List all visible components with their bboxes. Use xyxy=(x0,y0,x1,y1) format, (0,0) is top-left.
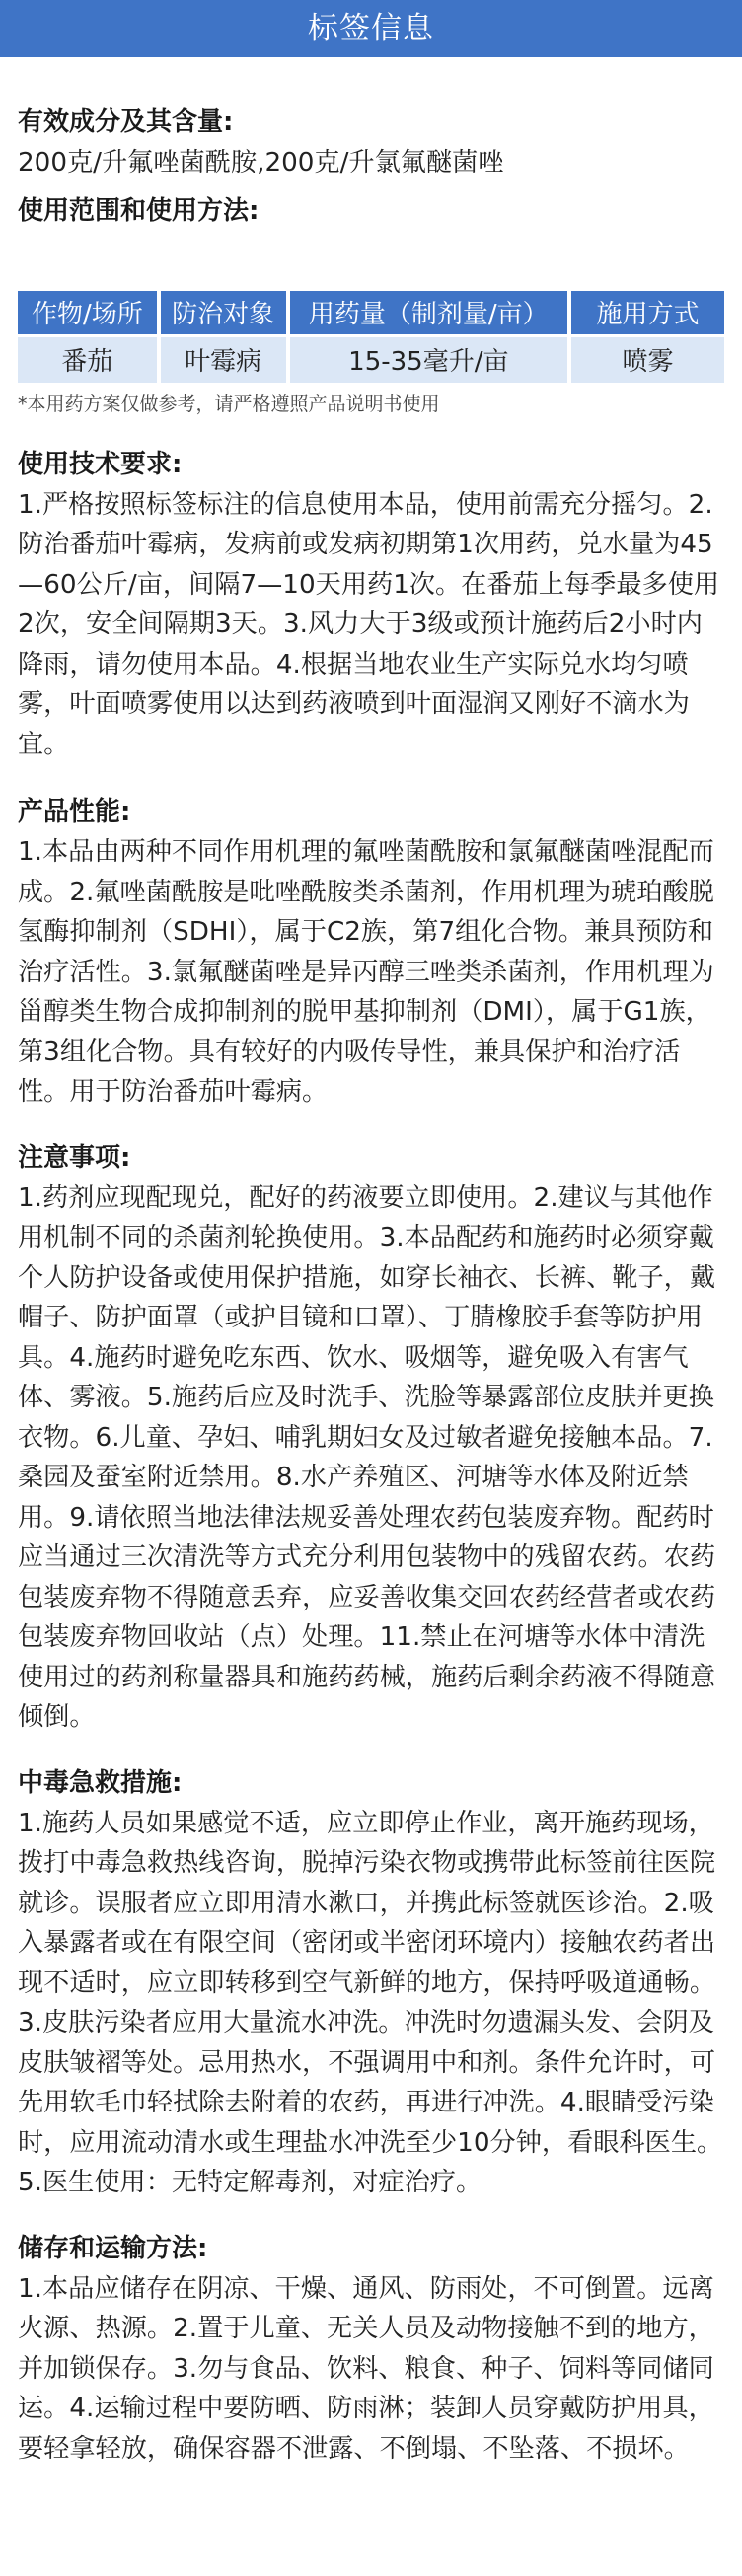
label-content xyxy=(0,103,742,2469)
usage-table-wrap xyxy=(18,288,724,419)
cell-crop: 番茄 xyxy=(18,337,157,383)
header-crop: 作物/场所 xyxy=(18,291,157,334)
storage-title: 储存和运输方法: xyxy=(18,2233,208,2263)
usage-note: *本用药方案仅做参考，请严格遵照产品说明书使用 xyxy=(18,393,440,415)
header-method: 施用方式 xyxy=(571,291,724,334)
header-dosage: 用药量（制剂量/亩） xyxy=(290,291,568,334)
cell-dosage: 15-35毫升/亩 xyxy=(290,337,568,383)
cell-target: 叶霉病 xyxy=(161,337,286,383)
first-aid-text: 1.施药人员如果感觉不适，应立即停止作业，离开施药现场，拨打中毒急救热线咨询，脱掉污染衣物或携带此标签前往医院就诊。误服者应立即用清水漱口，并携此标签就医诊治。2.吸入暴露者或在有限空间（密闭或半密闭环境内）接触农药者出现不适时，应立即转移到空气新鲜的地方，保持呼吸道通畅。3.皮肤污染者应用大量流水冲洗。冲洗时勿遗漏头发、会阴及皮肤皱褶等处。忌用热水，不强调用中和剂。条件允许时，可先用软毛巾轻拭除去附着的农药，再进行冲洗。4.眼睛受污染时，应用流动清水或生理盐水冲洗至少10分钟，看眼科医生。5.医生使用：无特定解毒剂，对症治疗。 xyxy=(18,1808,723,2197)
performance-section xyxy=(18,792,724,1112)
performance-title: 产品性能: xyxy=(18,797,131,826)
ingredients-section xyxy=(18,103,724,183)
usage-table-header-row xyxy=(18,291,724,334)
precautions-section xyxy=(18,1138,724,1738)
tech-requirements-text: 1.严格按照标签标注的信息使用本品，使用前需充分摇匀。2.防治番茄叶霉病，发病前或发病初期第1次用药，兑水量为45—60公斤/亩，间隔7—10天用药1次。在番茄上每季最多使用2次，安全间隔期3天。3.风力大于3级或预计施药后2小时内降雨，请勿使用本品。4.根据当地农业生产实际兑水均匀喷雾，叶面喷雾使用以达到药液喷到叶面湿润又刚好不滴水为宜。 xyxy=(18,489,720,759)
usage-scope-title: 使用范围和使用方法: xyxy=(18,195,260,226)
usage-scope-section xyxy=(18,191,724,231)
header-target: 防治对象 xyxy=(161,291,286,334)
cell-method: 喷雾 xyxy=(571,337,724,383)
first-aid-title: 中毒急救措施: xyxy=(18,1767,183,1798)
precautions-text: 1.药剂应现配现兑，配好的药液要立即使用。2.建议与其他作用机制不同的杀菌剂轮换使用。3.本品配药和施药时必须穿戴个人防护设备或使用保护措施，如穿长袖衣、长裤、靴子，戴帽子、防护面罩（或护目镜和口罩）、丁腈橡胶手套等防护用具。4.施药时避免吃东西、饮水、吸烟等，避免吸入有害气体、雾液。5.施药后应及时洗手、洗脸等暴露部位皮肤并更换衣物。6.儿童、孕妇、哺乳期妇女及过敏者避免接触本品。7.桑园及蚕室附近禁用。8.水产养殖区、河塘等水体及附近禁用。9.请依照当地法律法规妥善处理农药包装废弃物。配药时应当通过三次清洗等方式充分利用包装物中的残留农药。农药包装废弃物不得随意丢弃，应妥善收集交回农药经营者或农药包装废弃物回收站（点）处理。11.禁止在河塘等水体中清洗使用过的药剂称量器具和施药药械，施药后剩余药液不得随意倾倒。 xyxy=(18,1182,716,1732)
page-title: 标签信息 xyxy=(308,11,434,46)
performance-text: 1.本品由两种不同作用机理的氟唑菌酰胺和氯氟醚菌唑混配而成。2.氟唑菌酰胺是吡唑酰胺类杀菌剂，作用机理为琥珀酸脱氢酶抑制剂（SDHI），属于C2族，第7组化合物。兼具预防和治疗活性。3.氯氟醚菌唑是异丙醇三唑类杀菌剂，作用机理为甾醇类生物合成抑制剂的脱甲基抑制剂（DMI），属于G1族，第3组化合物。具有较好的内吸传导性，兼具保护和治疗活性。用于防治番茄叶霉病。 xyxy=(18,837,714,1107)
ingredients-text: 200克/升氟唑菌酰胺,200克/升氯氟醚菌唑 xyxy=(18,148,504,178)
page-header xyxy=(0,0,742,57)
storage-text: 1.本品应储存在阴凉、干燥、通风、防雨处，不可倒置。远离火源、热源。2.置于儿童、无关人员及动物接触不到的地方，并加锁保存。3.勿与食品、饮料、粮食、种子、饲料等同储同运。4.运输过程中要防晒、防雨淋；装卸人员穿戴防护用具，要轻拿轻放，确保容器不泄露、不倒塌、不坠落、不损坏。 xyxy=(18,2273,714,2464)
table-row xyxy=(18,337,724,383)
tech-requirements-title: 使用技术要求: xyxy=(18,449,183,479)
storage-section xyxy=(18,2229,724,2469)
precautions-title: 注意事项: xyxy=(18,1142,131,1173)
ingredients-title: 有效成分及其含量: xyxy=(18,107,234,137)
tech-requirements-section xyxy=(18,445,724,765)
usage-table xyxy=(14,288,728,386)
first-aid-section xyxy=(18,1763,724,2203)
